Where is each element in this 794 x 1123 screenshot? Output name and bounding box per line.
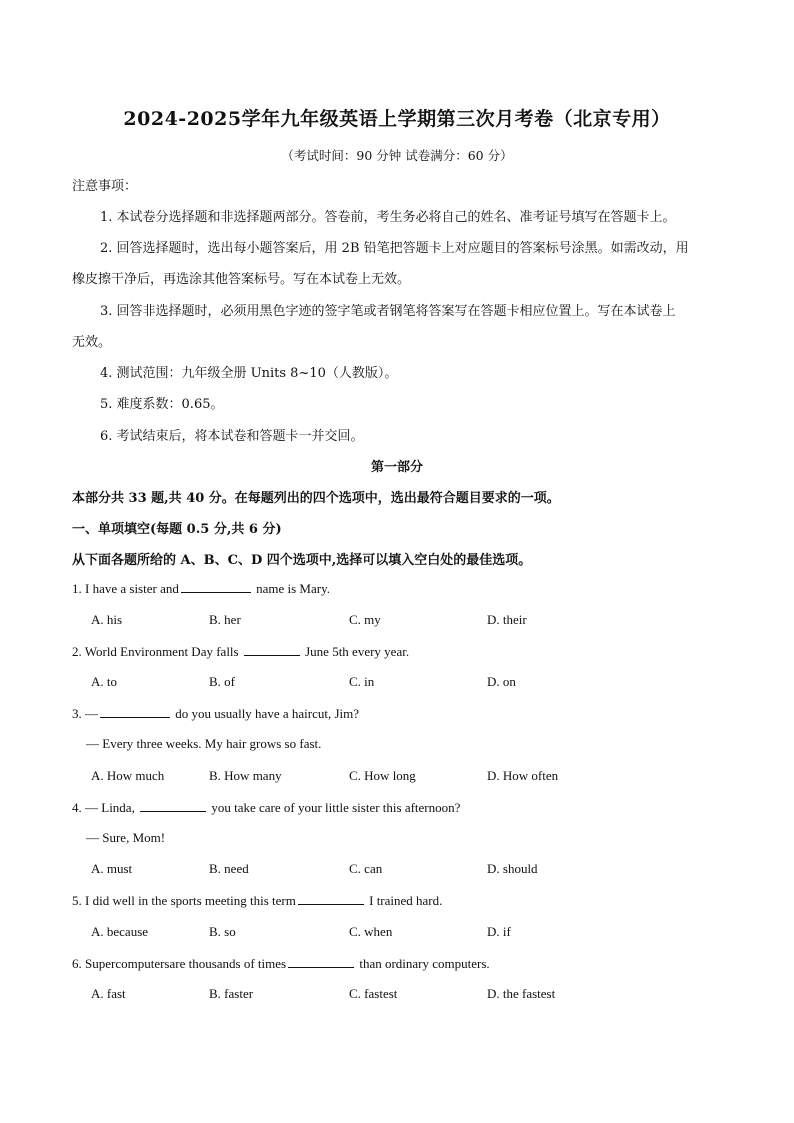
answer-blank	[181, 580, 251, 593]
question-2	[72, 643, 409, 660]
note-2-line-1: 2. 回答选择题时，选出每小题答案后，用 2B 铅笔把答题卡上对应题目的答案标号涂黑。如需改动，用	[100, 241, 689, 256]
question-stem: 5. I did well in the sports meeting this term	[72, 893, 296, 908]
question-stem: 2. World Environment Day falls	[72, 644, 242, 659]
question-stem: 6. Supercomputersare thousands of times	[72, 956, 287, 971]
section-instruction: 从下面各题所给的 A、B、C、D 四个选项中,选择可以填入空白处的最佳选项。	[72, 553, 532, 568]
note-4: 4. 测试范围：九年级全册 Units 8~10（人教版）。	[100, 366, 398, 381]
note-3-line-1: 3. 回答非选择题时，必须用黑色字迹的签字笔或者钢笔将答案写在答题卡相应位置上。写在本试卷上	[100, 304, 676, 319]
question-stem: name is Mary.	[252, 581, 330, 596]
question-3	[72, 705, 359, 722]
option-a: A. his	[91, 612, 123, 627]
option-b: B. her	[209, 612, 241, 627]
note-2-line-2: 橡皮擦干净后，再选涂其他答案标号。写在本试卷上无效。	[72, 272, 411, 287]
question-stem: you take care of your little sister this afternoon?	[208, 800, 461, 815]
exam-info: （考试时间：90 分钟 试卷满分：60 分）	[281, 148, 513, 163]
option-b: B. need	[209, 861, 249, 876]
note-5: 5. 难度系数：0.65。	[100, 397, 224, 412]
option-d: D. their	[487, 612, 527, 627]
answer-blank	[100, 705, 170, 718]
option-b: B. How many	[209, 768, 282, 783]
option-c: C. fastest	[349, 986, 398, 1001]
option-c: C. my	[349, 612, 381, 627]
option-a: A. must	[91, 861, 133, 876]
part-title: 第一部分	[370, 460, 423, 475]
question-stem: 4. — Linda,	[72, 800, 139, 815]
note-6: 6. 考试结束后，将本试卷和答题卡一并交回。	[100, 429, 364, 444]
question-stem: I trained hard.	[365, 893, 443, 908]
option-d: D. if	[487, 924, 511, 939]
question-stem: 1. I have a sister and	[72, 581, 179, 596]
question-3-reply: — Every three weeks. My hair grows so fast.	[86, 736, 322, 751]
option-a: A. to	[91, 674, 117, 689]
answer-blank	[288, 955, 354, 968]
note-3-line-2: 无效。	[72, 335, 112, 350]
option-d: D. on	[487, 674, 516, 689]
question-stem: than ordinary computers.	[356, 956, 490, 971]
part-intro: 本部分共 33 题,共 40 分。在每题列出的四个选项中，选出最符合题目要求的一项。	[72, 491, 560, 506]
notes-heading: 注意事项：	[72, 179, 138, 194]
question-6	[72, 955, 490, 972]
question-4	[72, 799, 460, 816]
option-b: B. so	[209, 924, 236, 939]
option-c: C. How long	[349, 768, 416, 783]
note-1: 1. 本试卷分选择题和非选择题两部分。答卷前，考生务必将自己的姓名、准考证号填写在答题卡上。	[100, 210, 676, 225]
option-d: D. the fastest	[487, 986, 556, 1001]
option-c: C. when	[349, 924, 393, 939]
option-b: B. faster	[209, 986, 254, 1001]
question-5	[72, 892, 442, 909]
section-heading: 一、单项填空(每题 0.5 分,共 6 分)	[72, 522, 282, 537]
question-stem: do you usually have a haircut, Jim?	[172, 706, 360, 721]
option-a: A. How much	[91, 768, 165, 783]
option-d: D. should	[487, 861, 538, 876]
option-a: A. fast	[91, 986, 126, 1001]
answer-blank	[298, 892, 364, 905]
page-title: 2024-2025学年九年级英语上学期第三次月考卷（北京专用）	[123, 108, 671, 130]
option-b: B. of	[209, 674, 235, 689]
option-c: C. can	[349, 861, 383, 876]
question-1	[72, 580, 330, 597]
answer-blank	[244, 643, 300, 656]
answer-blank	[140, 799, 206, 812]
question-stem: June 5th every year.	[301, 644, 410, 659]
option-c: C. in	[349, 674, 375, 689]
question-4-reply: — Sure, Mom!	[86, 830, 166, 845]
question-stem: 3. —	[72, 706, 98, 721]
option-a: A. because	[91, 924, 149, 939]
option-d: D. How often	[487, 768, 559, 783]
